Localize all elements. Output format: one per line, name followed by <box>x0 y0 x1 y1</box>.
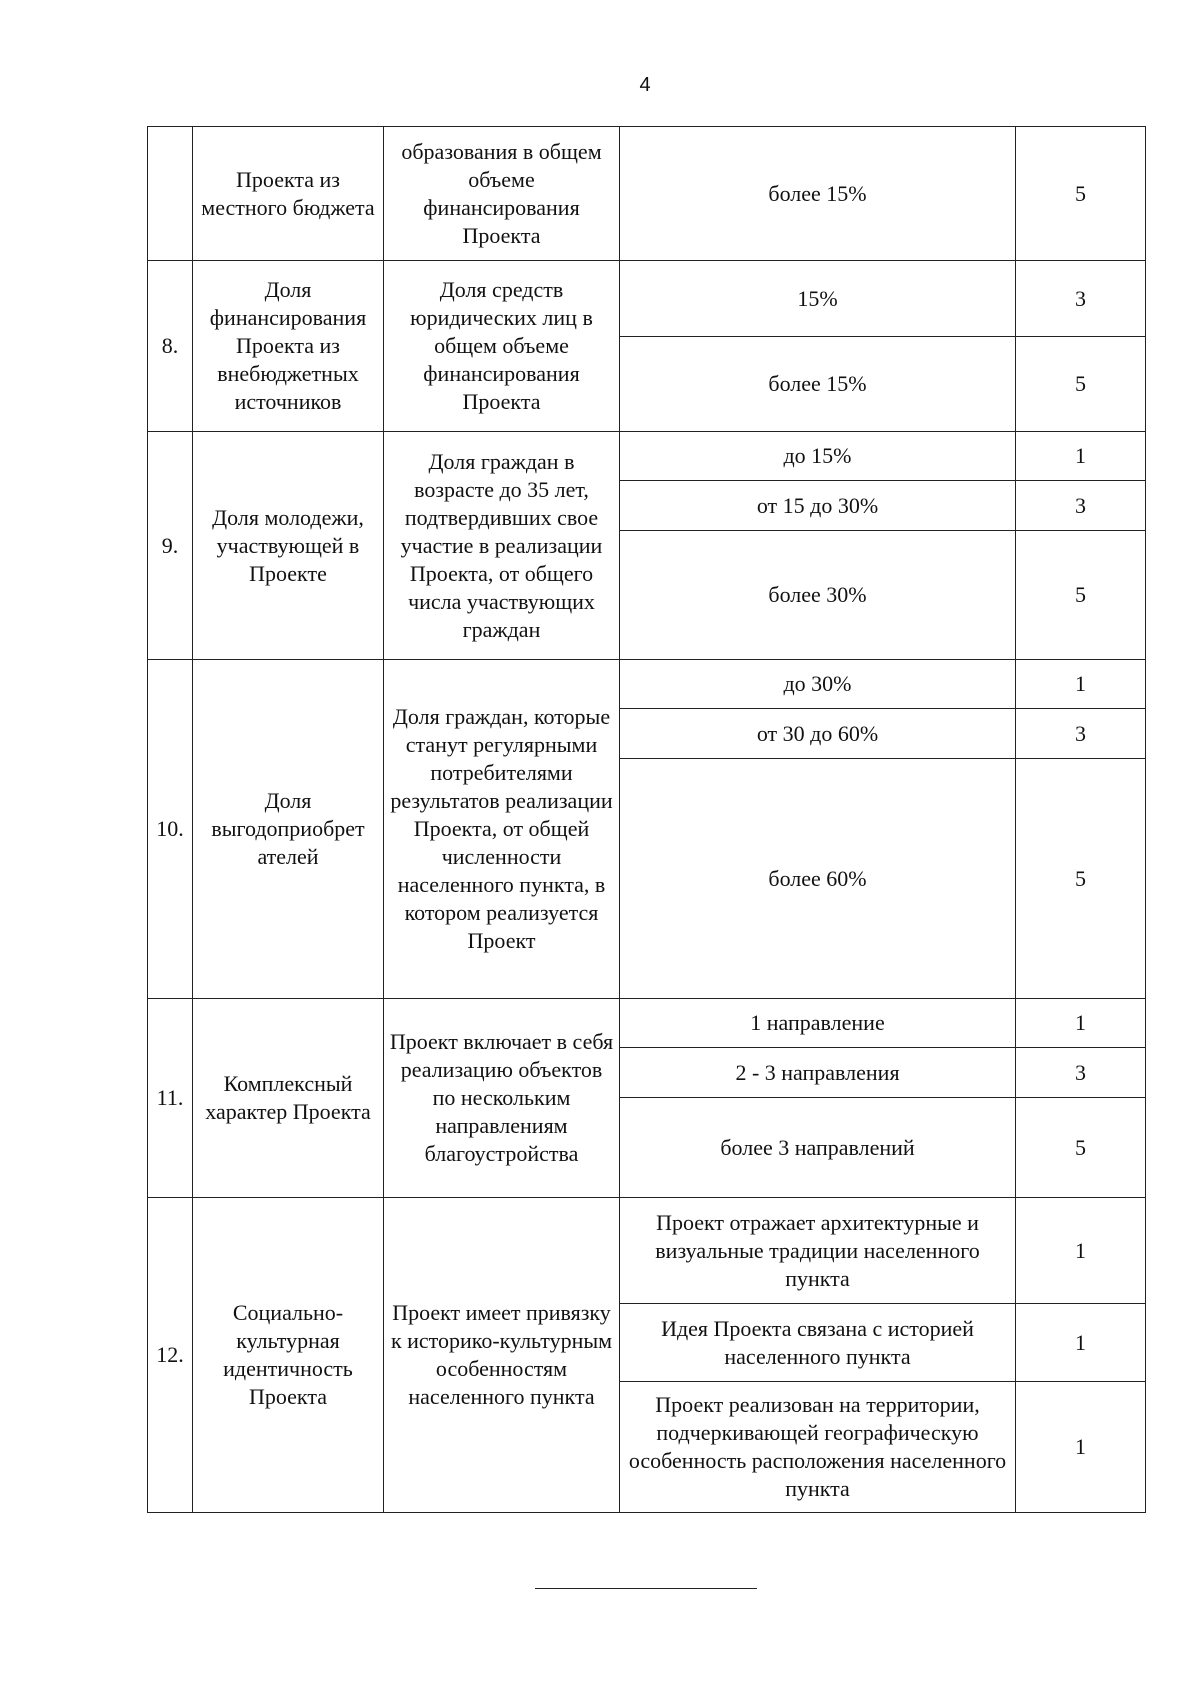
level-cell: более 15% <box>620 337 1016 432</box>
table-row <box>148 1198 1146 1304</box>
row-number: 10. <box>148 660 193 999</box>
score-cell: 3 <box>1016 261 1146 337</box>
score-cell: 1 <box>1016 1304 1146 1382</box>
level-cell: более 30% <box>620 531 1016 660</box>
table-row <box>148 261 1146 337</box>
criterion-description: Проект имеет привязку к историко-культурным особенностям населенного пункта <box>384 1198 620 1513</box>
score-cell: 3 <box>1016 709 1146 759</box>
page-number: 4 <box>639 74 651 96</box>
score-cell: 3 <box>1016 481 1146 531</box>
criterion-name: Социально-культурная идентичность Проекта <box>193 1198 384 1513</box>
criterion-description: Проект включает в себя реализацию объектов по нескольким направлениям благоустройства <box>384 999 620 1198</box>
level-cell: Проект отражает архитектурные и визуальные традиции населенного пункта <box>620 1198 1016 1304</box>
score-cell: 5 <box>1016 759 1146 999</box>
score-cell: 5 <box>1016 127 1146 261</box>
row-number: 9. <box>148 432 193 660</box>
level-cell: более 15% <box>620 127 1016 261</box>
criterion-name: Доля финансирования Проекта из внебюджетных источников <box>193 261 384 432</box>
level-cell: от 15 до 30% <box>620 481 1016 531</box>
table-row <box>148 660 1146 709</box>
score-cell: 1 <box>1016 1382 1146 1513</box>
level-cell: до 30% <box>620 660 1016 709</box>
footer-separator-line <box>535 1588 757 1589</box>
criterion-description: Доля граждан, которые станут регулярными потребителями результатов реализации Проекта, от общей численности населенного пункта, в котором реализуется Проект <box>384 660 620 999</box>
table-row <box>148 432 1146 481</box>
level-cell: 15% <box>620 261 1016 337</box>
score-cell: 3 <box>1016 1048 1146 1098</box>
level-cell: более 60% <box>620 759 1016 999</box>
score-cell: 1 <box>1016 999 1146 1048</box>
level-cell: от 30 до 60% <box>620 709 1016 759</box>
criterion-description: Доля граждан в возрасте до 35 лет, подтвердивших свое участие в реализации Проекта, от общего числа участвующих граждан <box>384 432 620 660</box>
score-cell: 5 <box>1016 531 1146 660</box>
criterion-name: Комплексный характер Проекта <box>193 999 384 1198</box>
criterion-name: Доля выгодоприобрет ателей <box>193 660 384 999</box>
table-row <box>148 127 1146 261</box>
level-cell: Идея Проекта связана с историей населенного пункта <box>620 1304 1016 1382</box>
row-number: 8. <box>148 261 193 432</box>
row-number: 11. <box>148 999 193 1198</box>
criterion-name: Доля молодежи, участвующей в Проекте <box>193 432 384 660</box>
score-cell: 5 <box>1016 1098 1146 1198</box>
score-cell: 1 <box>1016 432 1146 481</box>
criteria-table <box>147 126 1146 1513</box>
level-cell: Проект реализован на территории, подчеркивающей географическую особенность расположения населенного пункта <box>620 1382 1016 1513</box>
level-cell: 2 - 3 направления <box>620 1048 1016 1098</box>
level-cell: 1 направление <box>620 999 1016 1048</box>
criterion-name: Проекта из местного бюджета <box>193 127 384 261</box>
criterion-description: Доля средств юридических лиц в общем объеме финансирования Проекта <box>384 261 620 432</box>
score-cell: 1 <box>1016 660 1146 709</box>
level-cell: более 3 направлений <box>620 1098 1016 1198</box>
score-cell: 1 <box>1016 1198 1146 1304</box>
row-number <box>148 127 193 261</box>
table-row <box>148 999 1146 1048</box>
row-number: 12. <box>148 1198 193 1513</box>
criterion-description: образования в общем объеме финансирования Проекта <box>384 127 620 261</box>
score-cell: 5 <box>1016 337 1146 432</box>
level-cell: до 15% <box>620 432 1016 481</box>
